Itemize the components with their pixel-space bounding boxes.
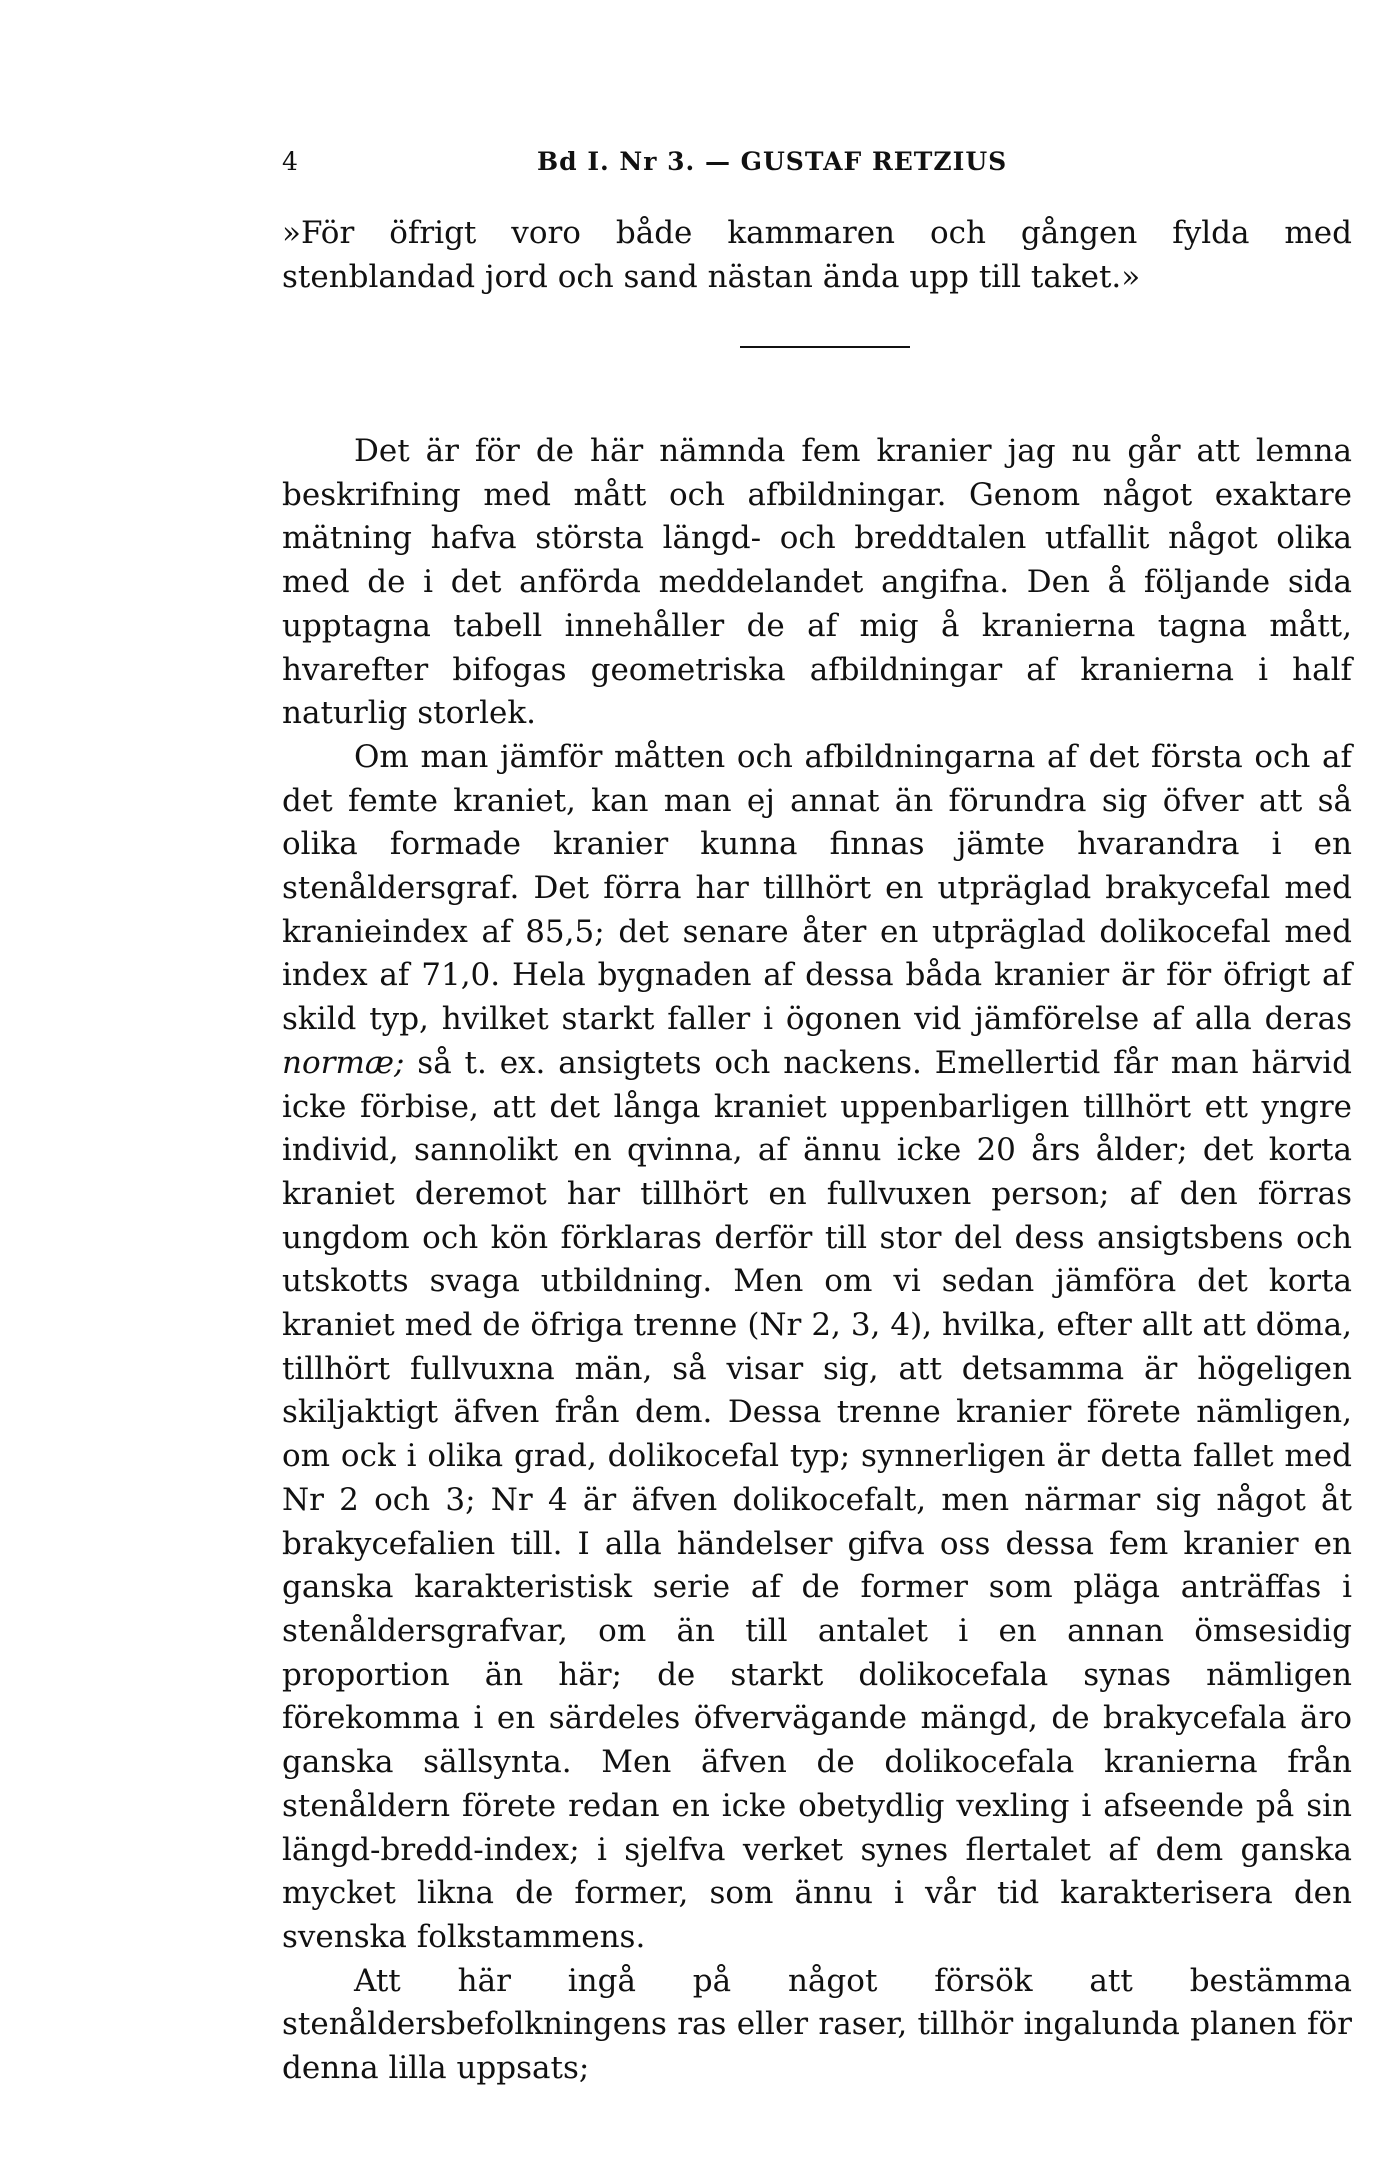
paragraph-1: Det är för de här nämnda fem kranier jag nu går att lemna beskrifning med mått och afbildningar. Genom något exaktare mätning hafva största längd- och breddtalen utfallit något olika med de i det anförda meddelandet angifna. Den å följande sida upptagna tabell innehåller de af mig å kranierna tagna mått, hvarefter bifogas geometriska afbildningar af kranierna i half naturlig storlek. [282,433,1352,732]
quote-paragraph: »För öfrigt voro både kammaren och gången fylda med stenblandad jord och sand nästan ända upp till taket.» [282,215,1352,295]
running-header [282,142,1162,182]
paragraph-2-text-before: Om man jämför måtten och afbildningarna af det första och af det femte kraniet, kan man ej annat än förundra sig öfver att så olika formade kranier kunna finnas jämte hvarandra i en stenåldersgraf. Det förra har tillhört en utpräglad brakycefal med kranieindex af 85,5; det senare åter en utpräglad dolikocefal med index af 71,0. Hela bygnaden af dessa båda kranier är för öfrigt af skild typ, hvilket starkt faller i ögonen vid jämförelse af alla deras [282,738,1352,1038]
paragraph-3: Att här ingå på något försök att bestämma stenåldersbefolkningens ras eller raser, tillhör ingalunda planen för denna lilla uppsats; [282,1962,1352,2087]
paragraph-2-italic-term: normæ; [282,1044,405,1081]
body-text [282,430,1352,2091]
page-number: 4 [282,147,298,176]
running-title: Bd I. Nr 3. — GUSTAF RETZIUS [537,147,1008,176]
paragraph-2-text-after: så t. ex. ansigtets och nackens. Emellertid får man härvid icke förbise, att det långa kraniet uppenbarligen tillhört ett yngre individ, sannolikt en qvinna, af ännu icke 20 års ålder; det korta kraniet deremot har tillhört en fullvuxen person; af den förras ungdom och kön förklaras derför till stor del dess ansigtsbens och utskotts svaga utbildning. Men om vi sedan jämföra det korta kraniet med de öfriga trenne (Nr 2, 3, 4), hvilka, efter allt att döma, tillhört fullvuxna män, så visar sig, att detsamma är högeligen skiljaktigt äfven från dem. Dessa trenne kranier förete nämligen, om ock i olika grad, dolikocefal typ; synnerligen är detta fallet med Nr 2 och 3; Nr 4 är äfven dolikocefalt, men närmar sig något åt brakycefalien till. I alla händelser gifva oss dessa fem kranier en ganska karakteristisk serie af de former som pläga anträffas i stenåldersgrafvar, om än till antalet i en annan ömsesidig proportion än här; de starkt dolikocefala synas nämligen förekomma i en särdeles öfvervägande mängd, de brakycefala äro ganska sällsynta. Men äfven de dolikocefala kranierna från stenåldern förete redan en icke obetydlig vexling i afseende på sin längd-bredd-index; i sjelfva verket synes flertalet af dem ganska mycket likna de former, som ännu i vår tid karakterisera den svenska folkstammens. [282,1044,1352,1955]
paragraph-2 [282,736,1352,1960]
section-divider [740,346,910,348]
quoted-passage [282,212,1352,299]
